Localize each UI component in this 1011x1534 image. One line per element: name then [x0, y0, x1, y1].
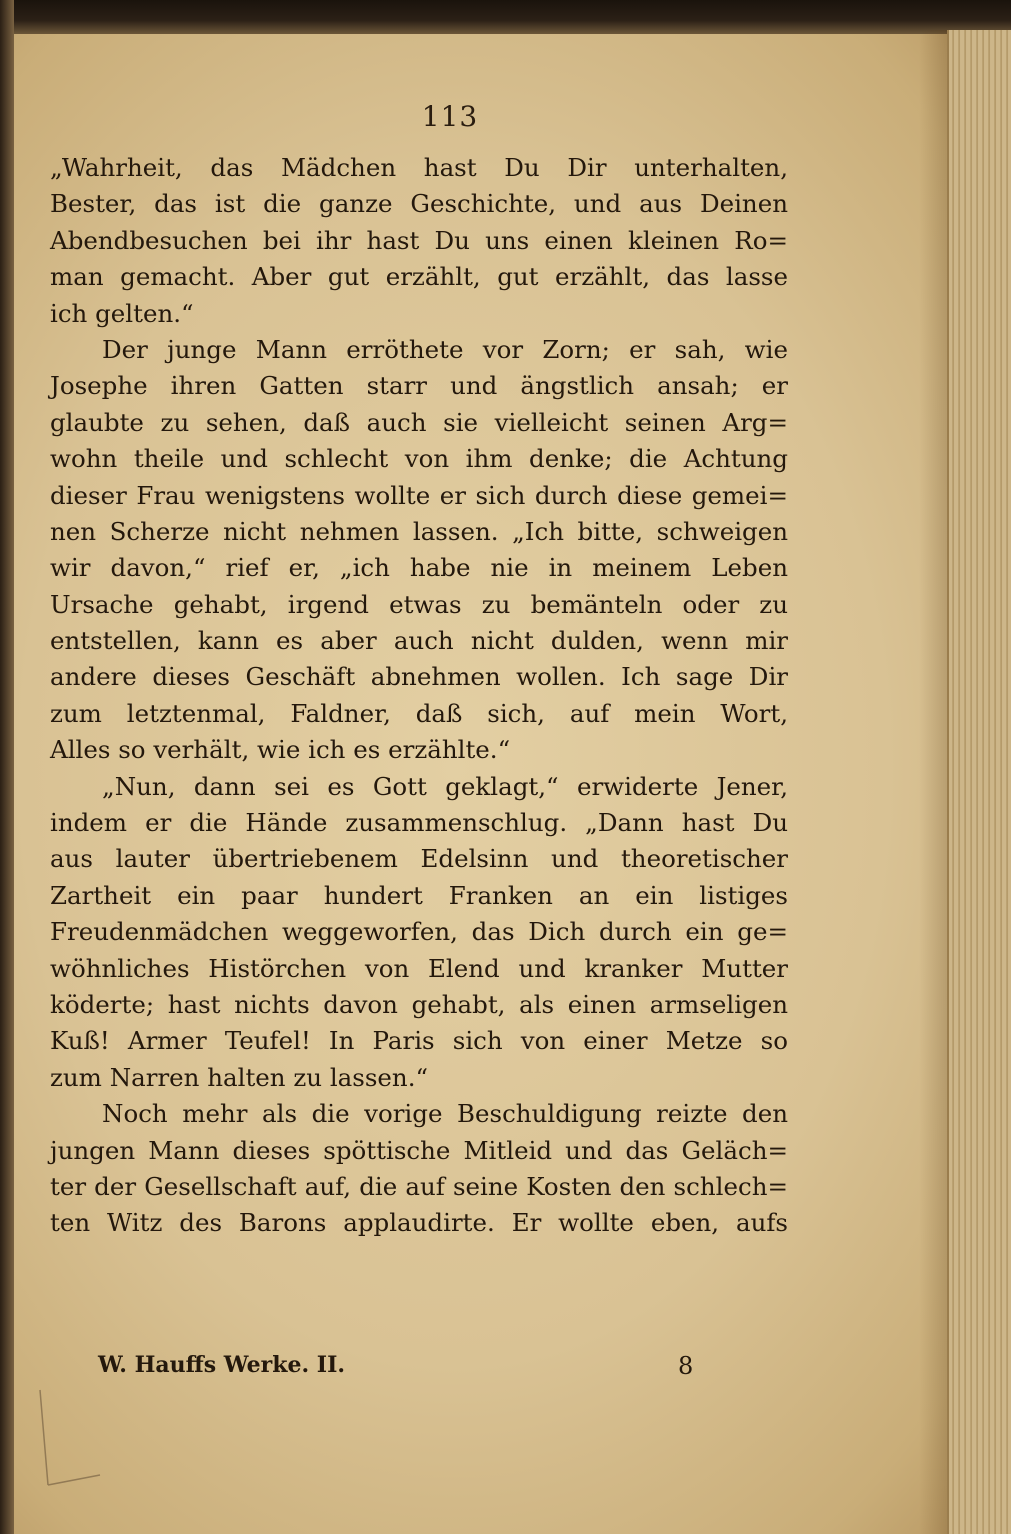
text-line: wohn theile und schlecht von ihm denke; die Achtung	[50, 444, 788, 474]
text-line: nen Scherze nicht nehmen lassen. „Ich bitte, schweigen	[50, 516, 788, 546]
text-line: köderte; hast nichts davon gehabt, als einen armseligen	[50, 989, 788, 1019]
text-line: „Nun, dann sei es Gott geklagt,“ erwiderte Jener,	[102, 771, 788, 801]
text-line: Abendbesuchen bei ihr hast Du uns einen kleinen Ro=	[50, 225, 788, 255]
text-line: aus lauter übertriebenem Edelsinn und theoretischer	[50, 844, 788, 874]
text-line: zum letztenmal, Faldner, daß sich, auf mein Wort,	[50, 698, 788, 728]
text-line: ich gelten.“	[50, 298, 194, 328]
text-line: Noch mehr als die vorige Beschuldigung reizte den	[102, 1099, 788, 1129]
text-line: man gemacht. Aber gut erzählt, gut erzählt, das lasse	[50, 262, 788, 292]
text-line: glaubte zu sehen, daß auch sie vielleicht seinen Arg=	[50, 407, 788, 437]
text-line: Ursache gehabt, irgend etwas zu bemänteln oder zu	[50, 589, 788, 619]
text-line: zum Narren halten zu lassen.“	[50, 1062, 429, 1092]
text-line: Freudenmädchen weggeworfen, das Dich durch ein ge=	[50, 917, 788, 947]
text-line: Kuß! Armer Teufel! In Paris sich von einer Metze so	[50, 1026, 788, 1056]
text-line: Josephe ihren Gatten starr und ängstlich ansah; er	[50, 371, 788, 401]
gathering-signature: 8	[678, 1352, 694, 1380]
text-line: ter der Gesellschaft auf, die auf seine Kosten den schlech=	[50, 1171, 788, 1201]
page-number: 113	[421, 100, 479, 133]
text-line: Alles so verhält, wie ich es erzählte.“	[50, 735, 511, 765]
text-line: indem er die Hände zusammenschlug. „Dann hast Du	[50, 808, 788, 838]
text-line: ten Witz des Barons applaudirte. Er wollte eben, aufs	[50, 1208, 788, 1238]
text-line: „Wahrheit, das Mädchen hast Du Dir unterhalten,	[50, 153, 788, 182]
text-line: wir davon,“ rief er, „ich habe nie in meinem Leben	[50, 553, 788, 583]
body-text	[50, 150, 788, 1242]
page-curl-shadow	[919, 30, 949, 1534]
book-gutter	[0, 0, 14, 1534]
pencil-mark	[30, 1380, 110, 1490]
text-line: Der junge Mann erröthete vor Zorn; er sah, wie	[102, 334, 788, 364]
signature-source-line: W. Hauffs Werke. II.	[98, 1352, 346, 1378]
text-line: jungen Mann dieses spöttische Mitleid und das Geläch=	[50, 1135, 788, 1165]
text-line: Zartheit ein paar hundert Franken an ein listiges	[50, 880, 788, 910]
page-footer	[98, 1352, 698, 1388]
text-line: dieser Frau wenigstens wollte er sich durch diese gemei=	[50, 480, 788, 510]
book-top-edge	[0, 0, 1011, 34]
text-line: entstellen, kann es aber auch nicht dulden, wenn mir	[50, 626, 788, 656]
page-stack-edge	[947, 30, 1011, 1534]
text-line: Bester, das ist die ganze Geschichte, und aus Deinen	[50, 189, 788, 219]
text-line: wöhnliches Histörchen von Elend und kranker Mutter	[50, 953, 788, 983]
text-line: andere dieses Geschäft abnehmen wollen. Ich sage Dir	[50, 662, 788, 692]
